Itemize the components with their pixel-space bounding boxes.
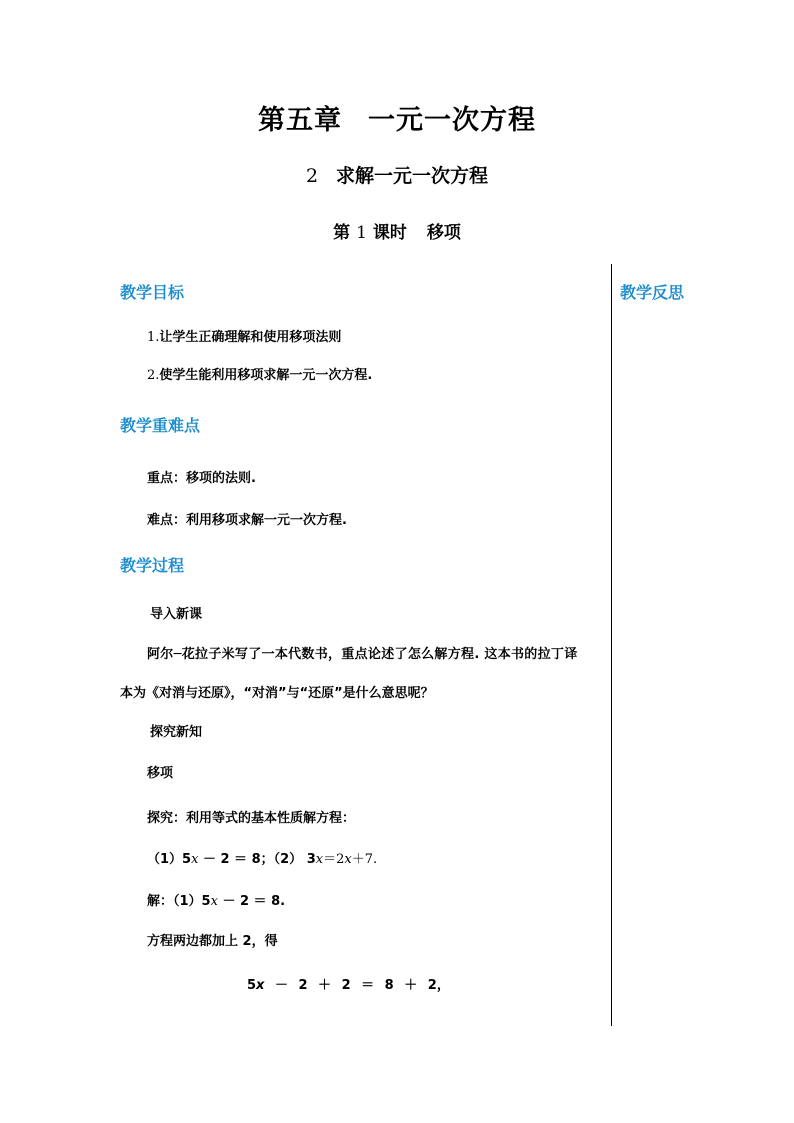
chapter-number: 第五章 [258,105,342,136]
objective-item-2 [147,364,372,383]
variable-x: x [191,852,199,867]
lesson-suffix: 课时 [372,223,407,243]
objectives-heading: 教学目标 [120,283,185,302]
lesson-number: 1 [356,223,367,243]
lesson-name: 移项 [426,223,461,243]
problem-line [147,848,377,867]
objective-number-2: 2. [147,368,160,383]
variable-x: x [344,852,352,867]
problem-part: ＝2 [323,852,345,867]
variable-x: x [210,894,218,909]
variable-x: x [315,852,324,867]
intro-heading: 导入新课 [150,607,203,622]
equation-line [247,974,450,993]
reflection-heading: 教学反思 [620,283,685,302]
objective-text-2: 使学生能利用移项求解一元一次方程. [159,368,373,383]
problem-part: ＋7. [351,852,378,867]
objective-number-1: 1. [147,330,160,345]
objective-item-1 [147,326,341,345]
topic-label: 移项 [147,766,174,781]
lesson-prefix: 第 [333,223,351,243]
chapter-title [0,98,794,137]
lesson-title [0,218,794,243]
variable-x: x [256,978,265,993]
intro-line-1: 阿尔─花拉子米写了一本代数书，重点论述了怎么解方程. 这本书的拉丁译 [147,647,578,662]
explore-text: 探究：利用等式的基本性质解方程： [147,811,356,826]
section-title [0,161,794,188]
difficulty-point: 难点：利用移项求解一元一次方程. [147,513,347,528]
key-point: 重点：移项的法则. [147,471,256,486]
column-divider [611,264,612,1026]
intro-line-2: 本为《对消与还原》，“对消”与“还原”是什么意思呢？ [120,686,434,701]
section-name: 求解一元一次方程 [336,165,489,187]
equation-part: － 2 ＋ 2 ＝ 8 ＋ 2， [264,978,450,993]
objective-text-1: 让学生正确理解和使用移项法则 [159,330,342,345]
section-number: 2 [305,165,319,187]
solution-part: － 2 ＝ 8. [217,894,286,909]
chapter-name: 一元一次方程 [368,105,536,136]
solution-part: 解：（1）5 [147,894,211,909]
step-text: 方程两边都加上 2，得 [147,934,278,949]
explore-heading: 探究新知 [150,725,203,740]
solution-line [147,890,285,909]
problem-part: （1）5 [147,852,192,867]
equation-part: 5 [247,978,257,993]
keypoints-heading: 教学重难点 [120,416,201,435]
process-heading: 教学过程 [120,556,185,575]
problem-part: － 2 ＝ 8；（2） 3 [198,852,316,867]
